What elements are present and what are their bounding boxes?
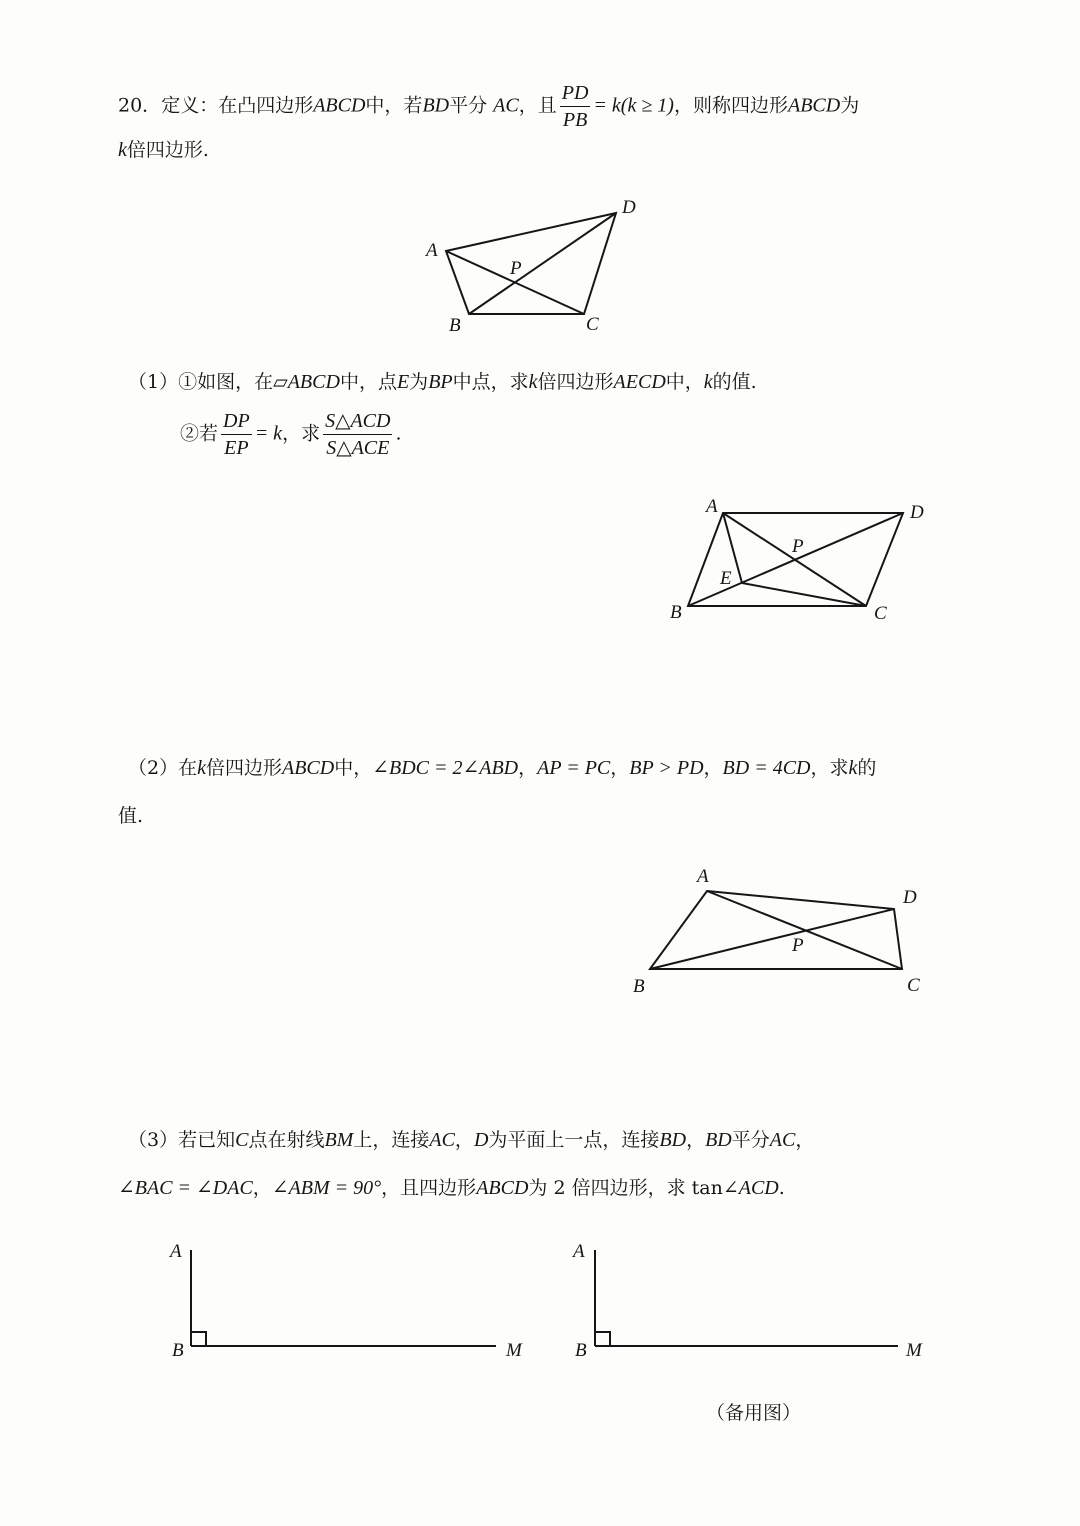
fig2-label-d: D — [910, 502, 924, 523]
fig5-label-b: B — [575, 1340, 587, 1361]
fig3-label-c: C — [907, 975, 920, 996]
fig1-label-p: P — [510, 258, 522, 279]
part1-line-1: （1）①如图，在▱ABCD中，点E为BP中点，求k倍四边形AECD中，k的值. — [128, 371, 757, 393]
fig3-label-a: A — [697, 866, 709, 887]
fig1-label-a: A — [426, 240, 438, 261]
part2-line-2: 值. — [118, 805, 144, 827]
fig2-label-c: C — [874, 603, 887, 624]
fig5-label-m: M — [906, 1340, 922, 1361]
definition-line-2: k倍四边形. — [118, 139, 209, 161]
fig2-label-p: P — [792, 536, 804, 557]
fig3-label-b: B — [633, 976, 645, 997]
part3-line-2: ∠BAC = ∠DAC，∠ABM = 90°，且四边形ABCD为 2 倍四边形，求 tan∠ACD. — [118, 1177, 785, 1199]
fig4-label-a: A — [170, 1241, 182, 1262]
part2-line-1: （2）在k倍四边形ABCD中，∠BDC = 2∠ABD，AP = PC，BP > PD，BD = 4CD，求k的 — [128, 757, 877, 779]
fig2-label-e: E — [720, 568, 732, 589]
fig1-label-b: B — [449, 315, 461, 336]
ratio-area: $\frac{\text{S△ACD}}{\text{S△ACE}}$ — [325, 410, 391, 459]
fig2-label-b: B — [670, 602, 682, 623]
fig5-label-a: A — [573, 1241, 585, 1262]
fig1-label-d: D — [622, 197, 636, 218]
part3-line-1: （3）若已知C点在射线BM上，连接AC，D为平面上一点，连接BD，BD平分AC， — [128, 1129, 815, 1151]
question-number: 20． — [118, 94, 162, 117]
spare-figure-caption: （备用图） — [706, 1402, 802, 1424]
fig3-label-p: P — [792, 935, 804, 956]
definition-line-1: 20．定义：在凸四边形ABCD中，若BD平分 AC，且 $\frac{PD}{PB}$ = k(k ≥ 1)，则称四边形ABCD为 — [118, 82, 860, 131]
fig3-label-d: D — [903, 887, 917, 908]
fig2-label-a: A — [706, 496, 718, 517]
fig4-label-m: M — [506, 1340, 522, 1361]
ratio-pd-pb: $\frac{PD}{PB}$ — [561, 82, 589, 131]
fig4-label-b: B — [172, 1340, 184, 1361]
part1-line-2: ②若 $\frac{DP}{EP}$ = k，求 $\frac{\text{S△ACD}}{\text{S△ACE}}$ . — [180, 410, 402, 459]
fig1-label-c: C — [586, 314, 599, 335]
ratio-dp-ep: $\frac{DP}{EP}$ — [223, 410, 250, 459]
